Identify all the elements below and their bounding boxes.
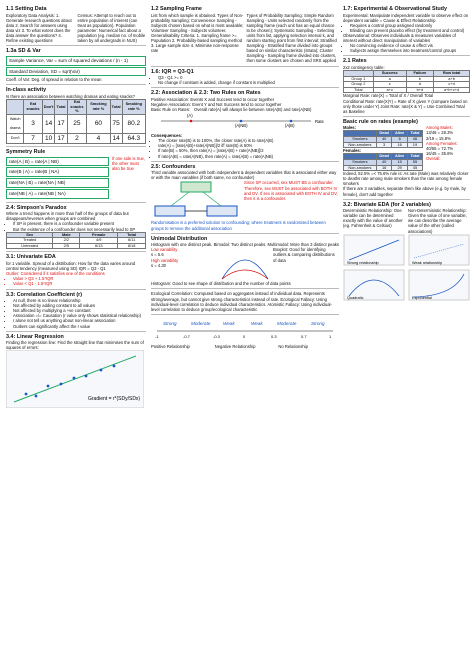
section-association: [151, 90, 339, 161]
svg-text:Exponential: Exponential: [412, 295, 432, 300]
males-label: Males:: [343, 125, 357, 131]
sp-table: Sex Male Female Total Treated 2/2 4/9 6/11 Untreated 2/5 6/13 8/18: [6, 232, 146, 250]
section-title: 3.2: Bivariate EDA: [343, 201, 390, 208]
section-correlation: [6, 292, 146, 332]
regression-plot: [6, 350, 144, 408]
section-setting-data: [6, 6, 146, 46]
column-2: [151, 6, 339, 349]
females-label: Females:: [343, 148, 362, 154]
females-table: Dead Alive Total Smokers 40 15 55 Non-smokers 16 29 45: [343, 153, 423, 171]
list-item: • But the existence of a confounder does not necessarily lead to SP: [13, 227, 146, 232]
low-variability-label: Low variability: [151, 247, 178, 253]
symmetry-note: If one side is true, the other must also be true: [112, 155, 146, 171]
section-title: 2.4: Simpson's Paradox: [6, 204, 67, 211]
list-item: • Q3 - Q1 >= 0: [158, 75, 339, 80]
census-text: Census: Attempt to reach out to entire population of interest (can treat as population). Population parameter: Numerical fact about a population (eg. median no. of mobile taken by all undergrads in NUS): [77, 12, 146, 44]
svg-text:0: 0: [243, 333, 246, 339]
column-3: [343, 6, 470, 309]
section-univariate-eda: [6, 254, 146, 289]
high-variability-label: High variability: [151, 257, 179, 263]
basic-rule-label: Basic Rule on Rates:: [151, 107, 191, 113]
list-item: • Value < Q1 - 1.5*IQR: [13, 281, 146, 286]
table-row: Treated 2/2 4/9 6/11: [7, 238, 146, 244]
svg-text:0.3: 0.3: [271, 333, 277, 339]
section-iqr: [151, 69, 339, 89]
males-table: Dead Alive Total Smokers 40 6 46 Non-smokers 3 16 19: [343, 130, 423, 148]
svg-text:Weak: Weak: [251, 320, 263, 326]
distribution-text: Histogram with one distinct peak. Bimodal: Two distinct peaks. Multimodal: More than 3 distinct peaks: [151, 242, 339, 248]
section-title: Unimodal Distribution: [151, 235, 208, 242]
table-header: [7, 100, 24, 115]
section-title: 2.5: Confounders: [151, 163, 196, 170]
list-item: • Blinding can prevent placebo effect (by treatment and control): [350, 28, 470, 33]
eda-text: Exploratory Data Analysis: 1. Generate research questions about data 2. Search for answers using data viz 3. To what extent does the data answer the questions? 4. Refine existing questions: [6, 12, 72, 44]
consequences-title: Consequences:: [151, 133, 183, 139]
section-sd-var: [6, 48, 146, 85]
among-females-label: Among Females:: [426, 140, 458, 146]
confounder-diagram: [151, 180, 241, 220]
section-distributions: [151, 236, 339, 290]
list-item: • Not affected by multiplying a +ve constant: [13, 308, 146, 313]
activity-table: [6, 99, 146, 144]
section-title: 3.1: Univariate EDA: [6, 254, 56, 261]
section-title: 2.1 Rates: [343, 58, 367, 65]
list-item: • Requires a control group assigned randomly: [350, 23, 470, 28]
axis-label: (A|B): [285, 123, 295, 129]
list-item: • The closer rate(B) is to 100%, the closer rate(A) is to rate(A|B): [158, 138, 339, 143]
sd-formula: Standard Deviation, SD = sqrt(Var): [6, 67, 146, 77]
section-ecological: [151, 291, 339, 314]
activity-text: Is there an association between watching dramas and eating snacks?: [6, 94, 135, 100]
table-header: Eat snacks: [24, 100, 42, 115]
gradient-label: Gradient = r*(SDy/SDx): [88, 396, 141, 403]
list-item: • Association =/= Causation (r value only shows statistical relationship): [13, 313, 146, 318]
table-row: Untreated 2/5 6/13 8/18: [7, 243, 146, 249]
sp-text: Where a trend happens in more than half of the groups of data but disappears/reverses when groups are combined: [6, 211, 129, 222]
experimental-text: Experimental: Manipulate independent variable to observe effect on dependent variable = Cause & Effect Relationship: [343, 12, 469, 23]
list-item: • Subjects assign themselves into treatment/control groups: [350, 48, 470, 53]
confounder-text: Third variable associated with both independent & dependent variables that is associated either way or with the main variables (if both same, no confounder): [151, 170, 337, 181]
high-variability-value: s = 4.30: [151, 262, 167, 268]
table-row: Non-smokers 3 16 19: [344, 142, 423, 148]
section-experimental: [343, 6, 470, 56]
section-symmetry-rule: [6, 149, 146, 203]
table-row: Group 1 a b a+b: [344, 76, 470, 82]
symmetry-formula: rate(NB | A) = rate(NB | NA): [6, 189, 109, 199]
positive-relationship-label: Positive Relationship: [151, 343, 190, 349]
list-item: • If rate(B) = 50%, then rate(A) = [rate(A|B) + rate(A|NB)]/2: [158, 148, 339, 153]
table-row: Non-smokers 16 29 45: [344, 165, 423, 171]
section-confounders: [151, 164, 339, 234]
table-header: Eat snacks %: [67, 100, 87, 115]
table-header: Smoking rate %: [122, 100, 145, 115]
symmetry-formula: rate(NA | B) = rate(NA | NB): [6, 178, 109, 188]
deterministic-text: Deterministic Relationship: One variable can be determined exactly with the value of another (eg. Fahrenheit & Celsius): [343, 208, 403, 229]
table-row: Group 2 c d c+d: [344, 82, 470, 88]
svg-text:-0.3: -0.3: [213, 333, 220, 339]
svg-text:Quadratic: Quadratic: [347, 295, 364, 300]
variance-formula: Sample Variance, Var = sum of squared deviations / (n - 1): [6, 56, 146, 66]
positive-association: Positive Association: Events X and Success tend to occur together: [151, 96, 275, 102]
boxplot-text: Boxplot: Good for identifying outliers & comparing distributions of data: [273, 247, 335, 263]
svg-text:-1: -1: [155, 333, 159, 339]
axis-label: (A|NB): [235, 123, 248, 129]
negative-association: Negative Association: Event Y and Not Success tend to occur together: [151, 102, 282, 107]
svg-text:1: 1: [329, 333, 332, 339]
list-item: • No change if constant is added, change if constant is multiplied: [158, 80, 339, 85]
table-header: Don't: [42, 100, 55, 115]
confounder-note: Since SP occurred, sex MUST BE a confounder. Therefore, sex MUST be associated with BOTH IV and DV. If sex is associated with BOTH IV and DV, then it is a confounder.: [244, 180, 338, 201]
list-item: • At null, there is no linear relationship: [13, 298, 146, 303]
section-title: 3.3: Correlation Coefficient (r): [6, 291, 83, 298]
sampling-left: List from which sample is obtained. Types of Non-probability Sampling: Convenience Sampling - Subjects chosen based on what is most available; Volunteer Sampling - Subjects volunteer. Generalisability Criteria: 1. Sampling frame >= Population 2. Probability-based sampling method 3. Large sample size 4. Minimise non-response rate: [151, 12, 244, 54]
svg-text:-0.7: -0.7: [183, 333, 190, 339]
table-row: Total a+c b+d a+b+c+d: [344, 87, 470, 93]
rate-number-line: [151, 112, 339, 128]
section-title: In-class activity: [6, 87, 47, 94]
cv-text: Coeff. of Var: Deg. of spread in relation to the mean: [6, 77, 102, 83]
univariate-text: for 1 variable. Spread of a distribution: How far the data varies around central tendency (measured using SD) IQR = Q3 - Q1: [6, 261, 136, 272]
axis-label: Rate: [315, 119, 324, 125]
symmetry-formula: rate(A | B) = rate(A | NB): [6, 157, 109, 167]
rates-note: Indeed, 52.5% =< 75.6% rule is: As rate (Male) was relatively closer to deaths rate among male smokers than the rate among female smokers: [343, 171, 469, 187]
table-header: Smoking rate %: [87, 100, 110, 115]
scatter-examples: [343, 234, 470, 304]
r-scale: [151, 317, 339, 339]
list-item: • Value > Q3 + 1.5*IQR: [13, 276, 146, 281]
svg-text:Strong relationship: Strong relationship: [347, 260, 379, 265]
list-item: • r alone not tell us anything about non-linear association: [13, 318, 146, 323]
contingency-subtitle: 2x2 contingency table:: [343, 64, 385, 70]
table-row: Smokers 40 6 46: [344, 137, 423, 143]
non-deterministic-text: Non-Deterministic Relationship: Given the value of one variable, we can describe the average value of the other (called associations): [408, 208, 467, 234]
section-title: 2.2: Association & 2.3: Two Rules on Rates: [151, 90, 261, 97]
randomisation-note: Randomisation is a preferred solution to confounding; where treatment is randomised between groups to remove the additional association: [151, 220, 326, 231]
contingency-table: Success Failure Row total Group 1 a b a+b Group 2 c d c+d Total a+c b+d a+b+c+d: [343, 70, 470, 93]
list-item: • If rate(A|B) = rate(A|NB), then rate(A) = rate(A|B) = rate(A|NB): [158, 154, 339, 159]
svg-text:Strong: Strong: [311, 320, 325, 326]
svg-text:Moderate: Moderate: [191, 320, 211, 326]
table-row: Don't 7 10 17 2 4 14 64.3: [7, 133, 146, 143]
section-title: Symmetry Rule: [6, 148, 46, 155]
section-rates: [343, 58, 470, 116]
section-title: 1.3a SD & Var: [6, 48, 41, 55]
svg-text:Strong: Strong: [163, 320, 177, 326]
axis-label: (A): [187, 113, 193, 119]
table-header: Total: [110, 100, 122, 115]
overall-rate-text: Overall rate(A) will always lie between rate(A|B) and rate(A|NB): [194, 107, 312, 113]
symmetry-formula: rate(B | A) = rate(B | NA): [6, 167, 109, 177]
section-title: 1.7: Experimental & Observational Study: [343, 6, 447, 12]
rates-note-2: If there are 3 variables, separate them like above (e.g. by male, by female), don't add together: [343, 186, 466, 197]
marginal-rate: Marginal Rate: rate(X) = Total of X / Overall Total: [343, 93, 434, 99]
list-item: • rate(A) = [rate(A|B)+rate(A|NB)]/2 iff rate(B) is 50%: [158, 143, 339, 148]
list-item: • No convincing evidence of cause & effect vis: [350, 43, 470, 48]
among-males-label: Among Males:: [426, 125, 453, 131]
low-variability-value: s = 5.6: [151, 252, 164, 258]
negative-relationship-label: Negative Relationship: [214, 343, 256, 349]
section-title: Basic rule on rates (example): [343, 118, 418, 125]
section-simpsons-paradox: [6, 205, 146, 253]
section-r-scale: [151, 317, 339, 349]
section-bivariate: 3.2: Bivariate EDA (for 2 variables) Deterministic Relationship: One variable can be determined exactly with the value of another (eg. Fahrenheit & Celsius) Non-Deterministic Relationship: Given the value of one variable, we can describe the average value of the other (called associations) Strong relationship Weak relationship Quadratic Exponential: [343, 202, 470, 309]
overall-label: Overall:: [426, 155, 441, 161]
list-item: • If SP is present, there is a confounder variable present: [13, 221, 146, 226]
section-rates-example: Basic rule on rates (example) Males: Dead Alive Total Smokers 40 6 46 Non-smokers 3 16 19 Females: Dead Alive Total Smokers 40 15 55 Non-smokers 16 29 45 Among Males: 13/46 = 28.3% 3/19 = 15.8% Among Females: 40/55 = 72.7% 16/45 = 35.6% Overall: Indeed, 52.5% =< 75.6% rule is: As rate (Male) was relatively closer to deaths rate among male smokers than the rate among female smokers If there are 3 variables, separate them like above (e.g. by male, by female), don't add together: [343, 119, 470, 200]
no-relationship-label: No Relationship: [278, 343, 308, 349]
ecological-text: Ecological Correlation: Computed based on aggregates instead of individual data. Represents strong/average, but cannot give strong characteristics instead of rate. Ecological Fallacy: Using individual-level correlation to deduce individual characteristics. Atomistic Fallacy: Using individual-level correlation to deduce group/ecological characteristic: [151, 291, 332, 312]
svg-text:Weak: Weak: [223, 320, 235, 326]
table-row: Smokers 40 15 55: [344, 159, 423, 165]
list-item: • Not affected by adding constant to all values: [13, 303, 146, 308]
list-item: • Outliers can significantly affect the r value: [13, 324, 146, 329]
svg-text:Weak relationship: Weak relationship: [412, 260, 443, 265]
svg-text:0.7: 0.7: [301, 333, 307, 339]
section-title: 1.6: IQR = Q3-Q1: [151, 68, 194, 75]
sampling-right: Types of Probability Sampling: Simple Random Sampling - Units selected randomly from the sampling frame (each unit has an equal chance to be chosen); Systematic Sampling - Selecting units from list, applying selection interval k, and random starting point from first interval; Stratified Sampling - Stratified frame divided into groups based on similar characteristic (strata); Cluster Sampling - Sampling frame divided into clusters, then some clusters are chosen and SRS applied: [246, 12, 337, 64]
section-linear-regression: [6, 334, 146, 414]
observational-text: Observational: Observes individuals & measures variables of interest without direct manipulation of variables: [343, 32, 456, 44]
section-class-activity: [6, 87, 146, 146]
section-title: 1.2 Sampling Frame: [151, 6, 202, 12]
outlier-text: Outlier: Considered if it satisfies one of the conditions: [6, 271, 105, 277]
table-header: Total: [55, 100, 67, 115]
histogram-text: Histogram: Good to see shape of distribution and the number of data points: [151, 281, 291, 287]
conditional-rate: Conditional Rate: rate(X|Y) = Rate of X given Y (compare based on only those under Y) Joint Rate: rate(X & Y) = Use Combined Total as Baseline: [343, 98, 468, 114]
table-row: Watch drama 3 14 17 25 60 75 80.2: [7, 114, 146, 133]
regression-text: Finding the regression line: Find the straight line that minimises the sum of squares of errors:: [6, 340, 144, 351]
section-title: 3.4: Linear Regression: [6, 333, 64, 340]
section-sampling: [151, 6, 339, 67]
section-title: 1.1 Setting Data: [6, 6, 47, 12]
column-1: [6, 6, 146, 413]
svg-text:Moderate: Moderate: [277, 320, 297, 326]
bell-curves: [220, 247, 270, 281]
